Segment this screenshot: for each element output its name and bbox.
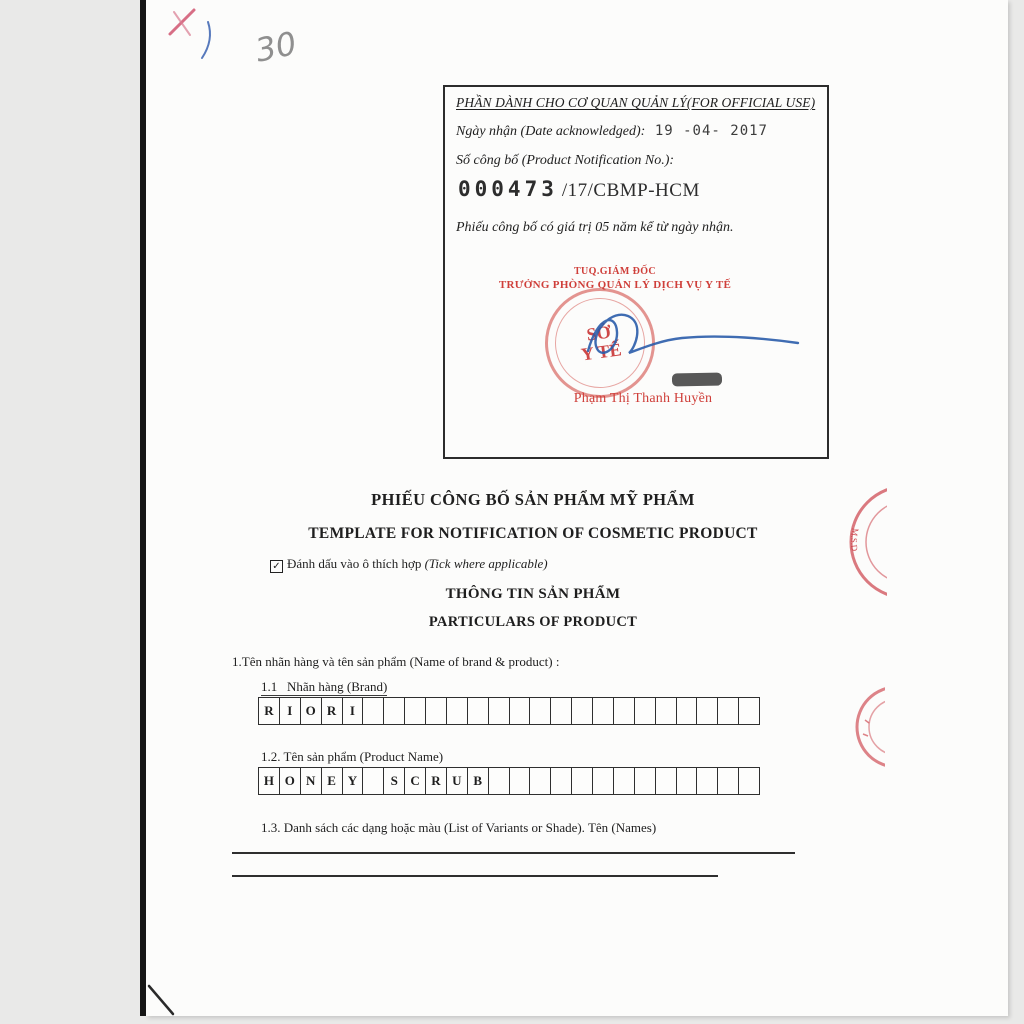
signature-scribble <box>570 299 805 369</box>
grid-letter-cell <box>656 698 677 724</box>
grid-letter-cell <box>405 698 426 724</box>
grid-letter-cell <box>426 698 447 724</box>
brand-label <box>261 679 387 695</box>
grid-letter-cell <box>551 768 572 794</box>
grid-letter-cell <box>718 698 739 724</box>
section-title-en: PARTICULARS OF PRODUCT <box>428 614 638 630</box>
grid-letter-cell: I <box>280 698 301 724</box>
grid-letter-cell <box>739 698 759 724</box>
grid-letter-cell <box>718 768 739 794</box>
approver-title-line2: TRƯỞNG PHÒNG QUẢN LÝ DỊCH VỤ Y TẾ <box>498 278 732 291</box>
grid-letter-cell <box>489 698 510 724</box>
pencil-note: 30 <box>252 24 300 70</box>
section-title-vi: THÔNG TIN SẢN PHẨM <box>445 586 621 602</box>
grid-letter-cell <box>384 698 405 724</box>
grid-letter-cell <box>572 698 593 724</box>
notification-number-stamp: 000473 <box>458 177 558 201</box>
grid-letter-cell <box>614 768 635 794</box>
partial-red-stamp-upper <box>843 486 887 598</box>
grid-letter-cell <box>656 768 677 794</box>
grid-letter-cell: B <box>468 768 489 794</box>
grid-letter-cell <box>363 698 384 724</box>
variants-blank-line-2 <box>232 875 718 877</box>
grid-letter-cell <box>363 768 384 794</box>
document-title-en: TEMPLATE FOR NOTIFICATION OF COSMETIC PRODUCT <box>308 525 758 542</box>
grid-letter-cell <box>572 768 593 794</box>
checkbox-checked-icon: ✓ <box>270 560 283 573</box>
edge-stamp-text: M.S.D <box>848 527 861 552</box>
page-corner-mark <box>146 972 186 1018</box>
handwritten-marks <box>156 2 316 82</box>
grid-letter-cell <box>530 698 551 724</box>
product-name-letter-grid <box>258 767 760 795</box>
tick-label-vi: Đánh dấu vào ô thích hợp <box>287 556 425 571</box>
svg-text:M.S.D <box>849 527 861 552</box>
grid-letter-cell: U <box>447 768 468 794</box>
grid-letter-cell <box>530 768 551 794</box>
signer-name: Phạm Thị Thanh Huyền <box>573 391 713 406</box>
notification-number <box>458 177 700 202</box>
grid-letter-cell: Y <box>343 768 364 794</box>
notification-number-suffix: /17/CBMP-HCM <box>561 180 700 201</box>
scan-edge-line <box>140 0 146 1016</box>
date-stamp: 19 -04- 2017 <box>654 123 768 139</box>
approver-title-line1: TUQ.GIÁM ĐỐC <box>573 266 657 277</box>
grid-letter-cell: S <box>384 768 405 794</box>
section1-heading: 1.Tên nhãn hàng và tên sản phẩm (Name of brand & product) : <box>232 654 560 669</box>
grid-letter-cell <box>635 768 656 794</box>
tick-label-en: (Tick where applicable) <box>424 556 548 571</box>
seal-text-bottom: Y TẾ <box>579 339 623 365</box>
grid-letter-cell <box>697 768 718 794</box>
seal-text-top: SỞ <box>585 321 612 345</box>
grid-letter-cell <box>697 698 718 724</box>
brand-label-text: 1.1 Nhãn hàng (Brand) <box>261 679 388 694</box>
grid-letter-cell: R <box>322 698 343 724</box>
grid-letter-cell: N <box>301 768 322 794</box>
grid-letter-cell <box>677 698 698 724</box>
tick-instruction <box>270 556 548 573</box>
grid-letter-cell <box>593 768 614 794</box>
grid-letter-cell: I <box>343 698 364 724</box>
notification-number-label: Số công bố (Product Notification No.): <box>456 153 675 168</box>
brand-letter-grid <box>258 697 760 725</box>
ink-smudge <box>672 373 722 387</box>
grid-letter-cell <box>468 698 489 724</box>
grid-letter-cell <box>510 768 531 794</box>
grid-letter-cell: E <box>322 768 343 794</box>
grid-letter-cell <box>614 698 635 724</box>
official-use-box <box>443 85 829 459</box>
document-title-vi: PHIẾU CÔNG BỐ SẢN PHẨM MỸ PHẨM <box>371 490 695 509</box>
variants-blank-line-1 <box>232 852 795 854</box>
validity-note: Phiếu công bố có giá trị 05 năm kể từ ngày nhận. <box>456 220 734 235</box>
grid-letter-cell <box>489 768 510 794</box>
grid-letter-cell <box>635 698 656 724</box>
grid-letter-cell: R <box>259 698 280 724</box>
grid-letter-cell <box>447 698 468 724</box>
grid-letter-cell <box>510 698 531 724</box>
grid-letter-cell <box>739 768 759 794</box>
grid-letter-cell <box>551 698 572 724</box>
date-acknowledged-row <box>456 123 768 140</box>
document-page <box>146 0 1008 1016</box>
grid-letter-cell <box>677 768 698 794</box>
grid-letter-cell: O <box>301 698 322 724</box>
variants-label: 1.3. Danh sách các dạng hoặc màu (List of Variants or Shade). Tên (Names) <box>261 820 657 835</box>
grid-letter-cell: R <box>426 768 447 794</box>
grid-letter-cell: C <box>405 768 426 794</box>
grid-letter-cell: O <box>280 768 301 794</box>
grid-letter-cell <box>593 698 614 724</box>
partial-red-stamp-lower <box>845 686 885 768</box>
product-name-label: 1.2. Tên sản phẩm (Product Name) <box>261 749 444 764</box>
date-label: Ngày nhận (Date acknowledged): <box>456 124 646 139</box>
grid-letter-cell: H <box>259 768 280 794</box>
official-box-title: PHẦN DÀNH CHO CƠ QUAN QUẢN LÝ(FOR OFFICIAL USE) <box>456 95 816 110</box>
